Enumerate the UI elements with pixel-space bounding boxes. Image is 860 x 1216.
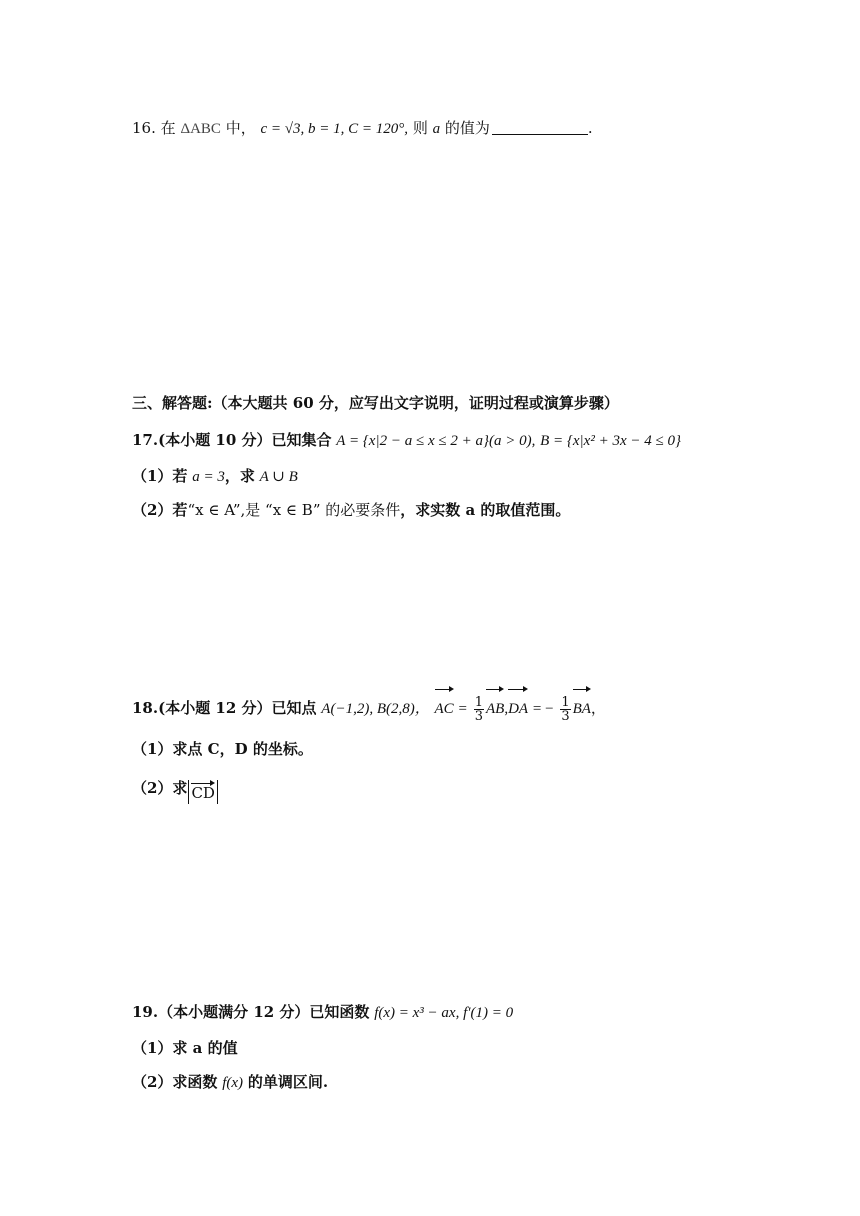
question-18 [132,690,606,727]
q17-part2-tail: ，求实数 a 的取值范围。 [400,501,571,519]
q16-triangle: ΔABC [180,121,221,137]
q18-comma: , [504,701,509,717]
q17-part1-expr: A ∪ B [259,469,298,485]
fraction-denominator: 3 [474,708,483,724]
q18-part2-label: （2）求 [132,779,188,797]
vector-ba: BA [573,691,591,727]
q16-pre: 在 [160,119,176,137]
q19-part-1: （1）求 a 的值 [132,1039,238,1057]
q17-set-a: A = {x|2 − a ≤ x ≤ 2 + a}(a > 0), [336,433,536,449]
q18-header: 18.(本小题 12 分）已知点 [132,699,317,717]
q17-part1-cond: a = 3 [192,469,225,485]
fraction-denominator-2: 3 [561,708,570,724]
q17-part1-mid: ，求 [224,467,255,485]
q17-header: 17.(本小题 10 分）已知集合 [132,431,332,449]
vector-ab: AB [486,691,504,727]
q18-points: A(−1,2), B(2,8)， [321,701,430,717]
question-19 [132,1001,513,1024]
q16-tail: 的值为 [444,119,490,137]
fraction-one-third [474,696,484,723]
fraction-one-third-2 [560,696,570,723]
q19-part-2 [132,1071,328,1094]
vector-ac: AC [435,691,454,727]
q16-mid: 中， [225,119,256,137]
q19-part2-label: （2）求函数 [132,1073,218,1091]
q17-part-1 [132,465,298,488]
q17-part2-label: （2）若 [132,501,188,519]
section-title: 三、解答题:（本大题共 60 分，应写出文字说明，证明过程或演算步骤） [132,394,619,412]
question-17 [132,429,681,452]
q18-eq1: = [458,701,467,717]
q16-post: 则 [412,119,428,137]
q18-eq2: = − [532,701,554,717]
fraction-numerator-2: 1 [561,694,570,710]
vector-da: DA [508,691,528,727]
q17-set-b: B = {x|x² + 3x − 4 ≤ 0} [540,433,681,449]
q17-part-2 [132,499,570,521]
q19-part2-func: f(x) [222,1075,244,1091]
q16-condition: c = √3, b = 1, C = 120°, [260,121,409,137]
q18-part-1: （1）求点 C，D 的坐标。 [132,740,313,758]
q16-end: . [587,119,593,137]
vector-cd: CD [191,780,215,806]
q18-part-2 [132,777,218,804]
question-16 [132,117,593,140]
q19-header: 19.（本小题满分 12 分）已知函数 [132,1003,370,1021]
q17-part1-label: （1）若 [132,467,188,485]
q19-part2-tail: 的单调区间. [247,1073,329,1091]
fraction-numerator: 1 [474,694,483,710]
q16-number: 16. [132,119,156,137]
q16-var: a [432,121,441,137]
answer-blank[interactable] [492,118,588,135]
q18-end: ， [590,699,606,717]
q19-function: f(x) = x³ − ax, f′(1) = 0 [374,1005,514,1021]
magnitude-cd [188,780,218,804]
q17-part2-condition: “x ∈ A”,是 “x ∈ B” 的必要条件 [187,501,401,519]
